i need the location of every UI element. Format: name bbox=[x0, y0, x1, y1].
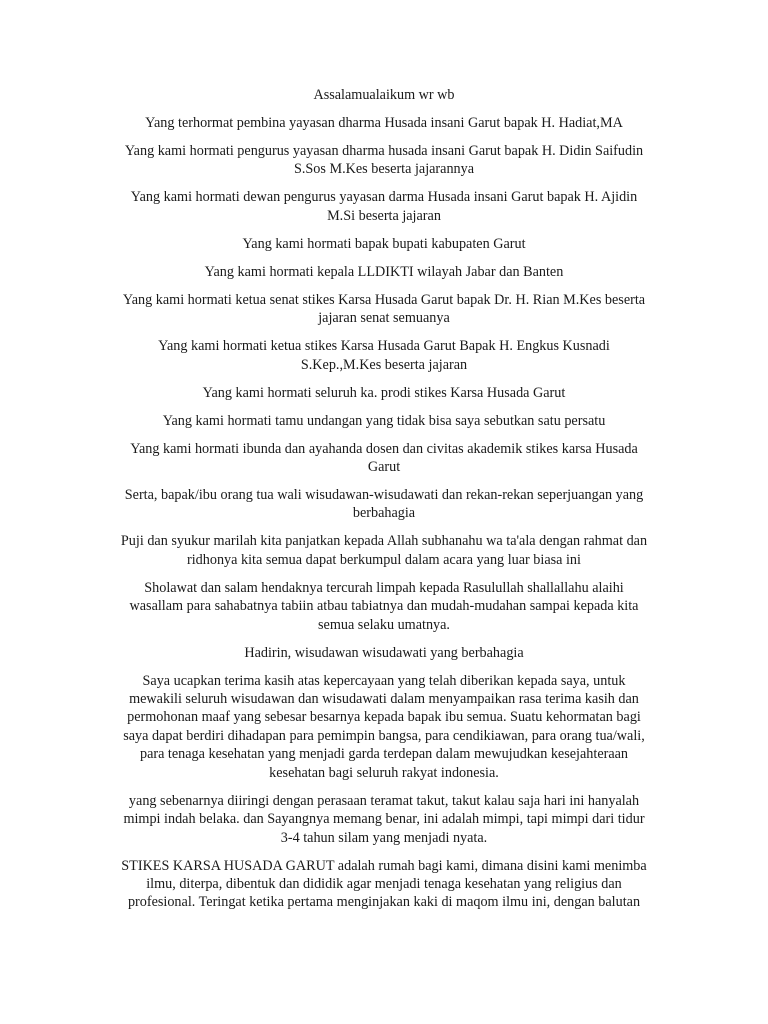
text-line: Yang terhormat pembina yayasan dharma Husada insani Garut bapak H. Hadiat,MA bbox=[145, 115, 623, 131]
text-line: Hadirin, wisudawan wisudawati yang berbahagia bbox=[244, 644, 524, 661]
paragraph bbox=[93, 440, 675, 477]
text-line: Yang kami hormati kepala LLDIKTI wilayah Jabar dan Banten bbox=[204, 263, 564, 280]
paragraph bbox=[93, 384, 675, 402]
text-line: Yang kami hormati ketua senat stikes Karsa Husada Garut bapak Dr. H. Rian M.Kes beserta bbox=[122, 291, 646, 308]
text-line: 3-4 tahun silam yang menjadi nyata. bbox=[280, 829, 488, 846]
text-line: ridhonya kita semua dapat berkumpul dalam acara yang luar biasa ini bbox=[187, 551, 581, 568]
paragraph bbox=[93, 86, 675, 104]
paragraph bbox=[93, 486, 675, 523]
paragraph bbox=[93, 579, 675, 634]
text-line: Yang kami hormati ibunda dan ayahanda dosen dan civitas akademik stikes karsa Husada bbox=[130, 440, 638, 457]
text-line: para tenaga kesehatan yang menjadi garda terdepan dalam mewujudkan kesejahteraan bbox=[139, 746, 629, 763]
text-line: Puji dan syukur marilah kita panjatkan kepada Allah subhanahu wa ta'ala dengan rahmat dan bbox=[120, 533, 648, 550]
text-line: Yang kami hormati pengurus yayasan dharma husada insani Garut bapak H. Didin Saifudin bbox=[124, 143, 644, 159]
text-line: ilmu, diterpa, dibentuk dan dididik agar menjadi tenaga kesehatan yang religius dan bbox=[146, 875, 622, 892]
text-line: Sholawat dan salam hendaknya tercurah limpah kepada Rasulullah shallallahu alaihi bbox=[144, 579, 624, 596]
text-line: Serta, bapak/ibu orang tua wali wisudawan-wisudawati dan rekan-rekan seperjuangan yang bbox=[124, 487, 644, 504]
paragraph bbox=[93, 644, 675, 662]
text-line: Assalamualaikum wr wb bbox=[313, 87, 455, 103]
text-line: S.Kep.,M.Kes beserta jajaran bbox=[300, 356, 468, 373]
text-line: Yang kami hormati tamu undangan yang tidak bisa saya sebutkan satu persatu bbox=[162, 412, 606, 429]
text-line: jajaran senat semuanya bbox=[318, 310, 450, 327]
text-line: yang sebenarnya diiringi dengan perasaan teramat takut, takut kalau saja hari ini hanyalah bbox=[128, 792, 640, 809]
text-line: Yang kami hormati dewan pengurus yayasan darma Husada insani Garut bapak H. Ajidin bbox=[130, 189, 638, 206]
text-line: S.Sos M.Kes beserta jajarannya bbox=[293, 161, 475, 178]
paragraph bbox=[93, 672, 675, 782]
text-line: STIKES KARSA HUSADA GARUT adalah rumah bagi kami, dimana disini kami menimba bbox=[121, 857, 647, 874]
paragraph bbox=[93, 188, 675, 225]
text-line: saya dapat berdiri dihadapan para pemimpin bangsa, para cendikiawan, para orang tua/wali, bbox=[123, 727, 645, 744]
paragraph bbox=[93, 337, 675, 374]
text-line: semua selaku umatnya. bbox=[318, 616, 450, 633]
text-line: permohonan maaf yang sebesar besarnya kepada bapak ibu semua. Suatu kehormatan bagi bbox=[127, 709, 641, 726]
speech-text bbox=[93, 86, 675, 912]
text-line: Yang kami hormati ketua stikes Karsa Husada Garut Bapak H. Engkus Kusnadi bbox=[158, 338, 610, 355]
text-line: mimpi indah belaka. dan Sayangnya memang benar, ini adalah mimpi, tapi mimpi dari tidur bbox=[123, 811, 645, 828]
paragraph bbox=[93, 263, 675, 281]
paragraph bbox=[93, 142, 675, 179]
text-line: wasallam para sahabatnya tabiin atbau tabiatnya dan mudah-mudahan sampai kepada kita bbox=[129, 598, 639, 615]
paragraph bbox=[93, 792, 675, 847]
text-line: profesional. Teringat ketika pertama menginjakan kaki di maqom ilmu ini, dengan balutan bbox=[127, 894, 641, 911]
paragraph bbox=[93, 235, 675, 253]
text-line: Yang kami hormati bapak bupati kabupaten Garut bbox=[242, 235, 526, 252]
text-line: M.Si beserta jajaran bbox=[327, 207, 441, 224]
paragraph bbox=[93, 412, 675, 430]
text-line: mewakili seluruh wisudawan dan wisudawati dalam menyampaikan rasa terima kasih dan bbox=[129, 691, 639, 708]
text-line: Garut bbox=[367, 459, 401, 476]
text-line: Yang kami hormati seluruh ka. prodi stikes Karsa Husada Garut bbox=[202, 384, 566, 401]
text-line: berbahagia bbox=[352, 505, 416, 522]
text-line: Saya ucapkan terima kasih atas kepercayaan yang telah diberikan kepada saya, untuk bbox=[142, 672, 626, 689]
paragraph bbox=[93, 532, 675, 569]
paragraph bbox=[93, 291, 675, 328]
paragraph bbox=[93, 857, 675, 912]
text-line: kesehatan bagi seluruh rakyat indonesia. bbox=[269, 764, 499, 781]
paragraph bbox=[93, 114, 675, 132]
